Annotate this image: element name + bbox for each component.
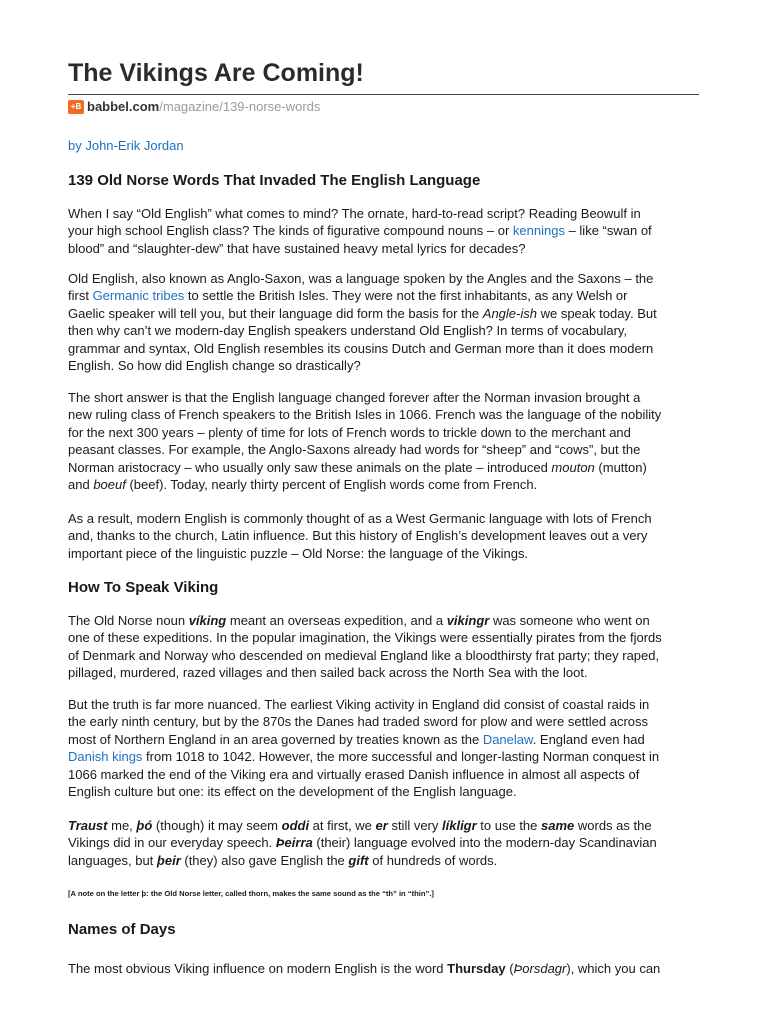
- paragraph-norman-invasion: [68, 389, 703, 493]
- source-path: /magazine/139-norse-words: [159, 99, 321, 114]
- paragraph-line: and boeuf (beef). Today, nearly thirty percent of English words come from French.: [68, 477, 538, 493]
- paragraph-line: most of Northern England in an area governed by treaties known as the Danelaw. England even had: [68, 731, 645, 747]
- paragraph-intro: [68, 205, 703, 257]
- paragraph-line: But the truth is far more nuanced. The earliest Viking activity in England did consist of coastal raids in: [68, 697, 650, 712]
- paragraph-line: first Germanic tribes to settle the British Isles. They were not the first inhabitants, as any Welsh or: [68, 288, 628, 304]
- section-heading-how-to-speak-viking: How To Speak Viking: [68, 579, 219, 596]
- paragraph-line: As a result, modern English is commonly thought of as a West Germanic language with lots of French: [68, 511, 652, 526]
- paragraph-line: The short answer is that the English language changed forever after the Norman invasion brought a: [68, 390, 641, 405]
- paragraph-line: Gaelic speaker will tell you, but their language did form the basis for the Angle-ish we speak today. But: [68, 305, 657, 321]
- danelaw-link[interactable]: Danelaw: [482, 731, 533, 747]
- germanic-tribes-link[interactable]: Germanic tribes: [92, 288, 185, 304]
- paragraph-line: the early ninth century, but by the 870s the Danes had traded sword for plow and were settled across: [68, 714, 649, 730]
- title-divider: [68, 94, 699, 95]
- paragraph-line: Old English, also known as Anglo-Saxon, was a language spoken by the Angles and the Saxons – the: [68, 271, 654, 286]
- paragraph-line: Traust me, þó (though) it may seem oddi at first, we er still very líkligr to use the same words as the: [68, 818, 652, 833]
- paragraph-line: Danish kings from 1018 to 1042. However, the more successful and longer-lasting Norman conquest in: [68, 749, 660, 765]
- source-line: [68, 98, 320, 116]
- thorn-letter-note: [A note on the letter þ: the Old Norse letter, called thorn, makes the same sound as the “th” in “thin”.]: [68, 889, 434, 898]
- paragraph-line: new ruling class of French speakers to the British Isles in 1066. French was the language of the nobility: [68, 407, 662, 423]
- paragraph-line: blood” and “slaughter-dew” that have sustained heavy metal lyrics for decades?: [68, 240, 526, 256]
- paragraph-line: 1066 marked the end of the Viking era and virtually erased Danish influence in almost all aspects of: [68, 766, 640, 782]
- paragraph-line: The most obvious Viking influence on modern English is the word Thursday (Þorsdagr), which you can: [68, 961, 661, 976]
- author-byline-link[interactable]: by John-Erik Jordan: [68, 138, 184, 153]
- paragraph-danelaw: [68, 696, 703, 800]
- paragraph-viking-noun: [68, 612, 703, 682]
- danish-kings-link[interactable]: Danish kings: [68, 749, 143, 765]
- paragraph-line: English culture but one: its effect on the development of the English language.: [68, 784, 517, 800]
- source-domain-link[interactable]: babbel.com: [87, 99, 160, 114]
- paragraph-line: When I say “Old English” what comes to mind? The ornate, hard-to-read script? Reading Beowulf in: [68, 206, 641, 221]
- paragraph-days: [68, 960, 703, 977]
- paragraph-line: languages, but þeir (they) also gave English the gift of hundreds of words.: [68, 852, 498, 868]
- paragraph-line: peasant classes. For example, the Anglo-Saxons already had words for “sheep” and “cows”, but the: [68, 442, 641, 458]
- paragraph-line: important piece of the linguistic puzzle – Old Norse: the language of the Vikings.: [68, 545, 529, 561]
- paragraph-line: for the next 300 years – plenty of time for lots of French words to trickle down to the merchant and: [68, 424, 631, 440]
- paragraph-old-english: [68, 270, 703, 374]
- section-heading-old-norse-words: 139 Old Norse Words That Invaded The English Language: [68, 172, 481, 189]
- paragraph-line: pillaged, murdered, razed villages and then sailed back across the North Sea with the loot.: [68, 665, 588, 681]
- paragraph-line: Norman aristocracy – who usually only saw these animals on the plate – introduced mouton (mutton): [68, 459, 647, 475]
- paragraph-west-germanic: [68, 510, 703, 562]
- paragraph-norse-sample: [68, 817, 703, 869]
- kennings-link[interactable]: kennings: [512, 223, 565, 239]
- paragraph-line: Vikings did in our everyday speech. Þeirra (their) language evolved into the modern-day Scandinavian: [68, 835, 657, 851]
- paragraph-line: The Old Norse noun víking meant an overseas expedition, and a vikingr was someone who went on: [68, 613, 650, 628]
- paragraph-line: and, thanks to the church, Latin influence. But this history of English’s development leaves out a very: [68, 528, 648, 544]
- paragraph-line: grammar and syntax, Old English resembles its cousins Dutch and German more than it does modern: [68, 340, 654, 356]
- section-heading-names-of-days: Names of Days: [68, 921, 176, 938]
- paragraph-line: then why can’t we modern-day English speakers understand Old English? In terms of vocabulary,: [68, 323, 628, 339]
- paragraph-line: English. So how did English change so drastically?: [68, 358, 361, 374]
- babbel-logo-icon: +B: [68, 100, 84, 114]
- paragraph-line: of Denmark and Norway who descended on medieval England like a bloodthirsty frat party; they raped,: [68, 647, 660, 663]
- article-title: The Vikings Are Coming!: [68, 59, 364, 87]
- paragraph-line: one of these expeditions. In the popular imagination, the Vikings were essentially pirates from the fjords: [68, 630, 662, 646]
- paragraph-line: your high school English class? The kinds of figurative compound nouns – or kennings – like “swan of: [68, 223, 652, 239]
